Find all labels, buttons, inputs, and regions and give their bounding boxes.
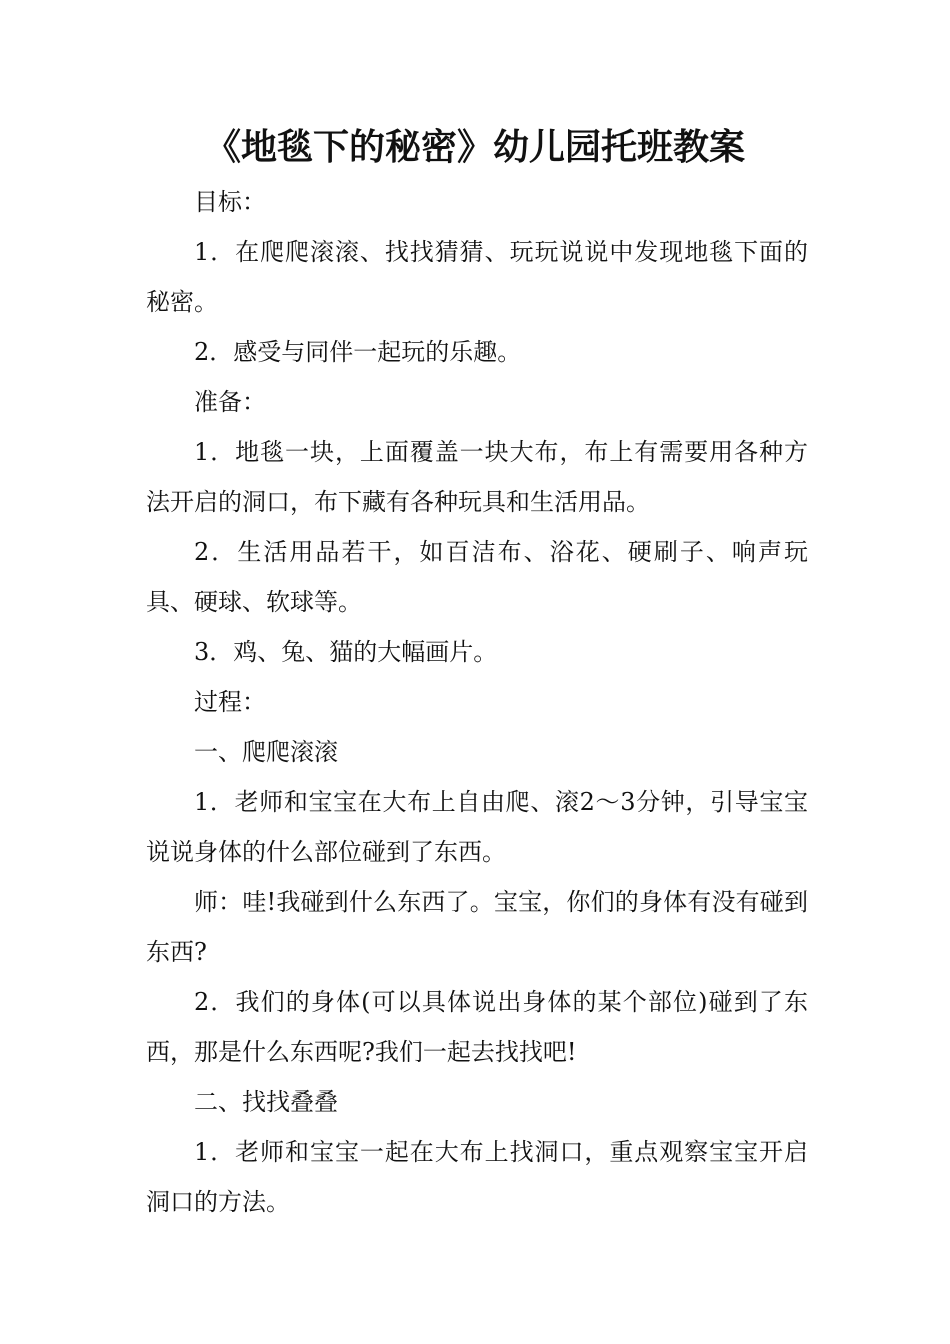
document-body: [146, 177, 808, 1227]
document-title: 《地毯下的秘密》幼儿园托班教案: [204, 127, 745, 168]
paragraph-section-2-step-1: 1．老师和宝宝一起在大布上找洞口，重点观察宝宝开启洞口的方法。: [146, 1138, 808, 1216]
paragraph-process-heading: 过程：: [194, 688, 266, 716]
paragraph-section-1-step-1: 1．老师和宝宝在大布上自由爬、滚2～3分钟，引导宝宝说说身体的什么部位碰到了东西。: [146, 788, 808, 866]
paragraph-goal-heading: 目标：: [194, 188, 266, 216]
paragraph-section-1-heading: 一、爬爬滚滚: [194, 738, 338, 766]
paragraph-prep-3: 3．鸡、兔、猫的大幅画片。: [194, 638, 498, 666]
paragraph-goal-2: 2．感受与同伴一起玩的乐趣。: [194, 338, 522, 366]
paragraph-prep-2: 2．生活用品若干，如百洁布、浴花、硬刷子、响声玩具、硬球、软球等。: [146, 538, 808, 616]
paragraph-prep-1: 1．地毯一块，上面覆盖一块大布，布上有需要用各种方法开启的洞口，布下藏有各种玩具和生活用品。: [146, 438, 808, 516]
paragraph-goal-1: 1．在爬爬滚滚、找找猜猜、玩玩说说中发现地毯下面的秘密。: [146, 238, 808, 316]
paragraph-section-1-step-2: 2．我们的身体(可以具体说出身体的某个部位)碰到了东西，那是什么东西呢?我们一起去找找吧!: [146, 988, 808, 1066]
paragraph-section-1-teacher: 师：哇!我碰到什么东西了。宝宝，你们的身体有没有碰到东西?: [146, 888, 808, 966]
paragraph-prep-heading: 准备：: [194, 388, 266, 416]
paragraph-section-2-heading: 二、找找叠叠: [194, 1088, 338, 1116]
